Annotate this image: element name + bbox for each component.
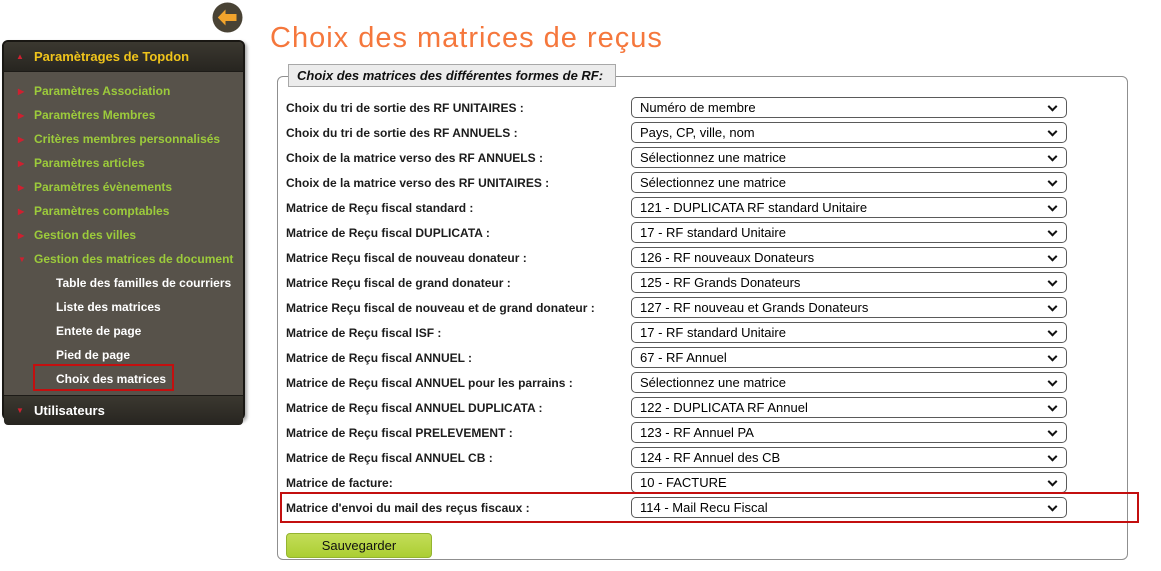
select-value: Sélectionnez une matrice — [640, 175, 786, 190]
chevron-down-icon — [1048, 401, 1058, 411]
chevron-down-icon — [1048, 201, 1058, 211]
triangle-right-icon: ▶ — [18, 206, 25, 216]
form-row — [286, 195, 1119, 220]
form-row — [286, 145, 1119, 170]
form-row — [286, 295, 1119, 320]
sidebar-item-utilisateurs[interactable] — [4, 395, 243, 425]
matrix-select[interactable] — [631, 297, 1067, 318]
form-label: Matrice de facture: — [286, 475, 393, 490]
sidebar-item-label: Gestion des matrices de document — [34, 252, 234, 266]
select-value: 17 - RF standard Unitaire — [640, 325, 786, 340]
form-row — [286, 420, 1119, 445]
sidebar-subitem-label: Table des familles de courriers — [56, 276, 232, 290]
form-row — [286, 395, 1119, 420]
form-row — [286, 170, 1119, 195]
triangle-down-icon: ▼ — [18, 254, 26, 264]
triangle-right-icon: ▶ — [18, 110, 25, 120]
form-row — [286, 220, 1119, 245]
chevron-down-icon — [1048, 376, 1058, 386]
select-value: 17 - RF standard Unitaire — [640, 225, 786, 240]
triangle-right-icon: ▶ — [18, 86, 25, 96]
chevron-up-icon: ▲ — [16, 52, 24, 61]
chevron-down-icon — [1048, 176, 1058, 186]
chevron-down-icon — [1048, 126, 1058, 136]
form-row — [286, 445, 1119, 470]
matrix-select[interactable] — [631, 347, 1067, 368]
sidebar-item-parametres-evenements[interactable] — [4, 175, 243, 199]
select-value: 67 - RF Annuel — [640, 350, 727, 365]
form-label: Matrice de Reçu fiscal ISF : — [286, 325, 442, 340]
arrow-left-icon — [212, 20, 243, 37]
form-label: Matrice de Reçu fiscal PRELEVEMENT : — [286, 425, 513, 440]
sidebar-subitem-familles-courriers[interactable] — [4, 271, 243, 295]
matrix-select[interactable] — [631, 372, 1067, 393]
page-title: Choix des matrices de reçus — [270, 22, 663, 54]
matrix-select[interactable] — [631, 247, 1067, 268]
form-row — [286, 345, 1119, 370]
matrix-select[interactable] — [631, 397, 1067, 418]
select-value: 122 - DUPLICATA RF Annuel — [640, 400, 808, 415]
sidebar-item-label: Paramètres Membres — [34, 108, 156, 122]
matrix-choice-fieldset — [277, 68, 1128, 560]
form-rows — [278, 77, 1127, 520]
form-label: Matrice de Reçu fiscal ANNUEL : — [286, 350, 473, 365]
select-value: Sélectionnez une matrice — [640, 375, 786, 390]
select-value: 125 - RF Grands Donateurs — [640, 275, 801, 290]
matrix-select[interactable] — [631, 272, 1067, 293]
form-row — [286, 470, 1119, 495]
sidebar-item-gestion-matrices[interactable] — [4, 247, 243, 271]
form-row — [286, 270, 1119, 295]
sidebar-item-parametres-association[interactable] — [4, 79, 243, 103]
sidebar-subitem-label: Choix des matrices — [56, 372, 167, 386]
select-value: 123 - RF Annuel PA — [640, 425, 754, 440]
sidebar-item-parametres-membres[interactable] — [4, 103, 243, 127]
select-value: 124 - RF Annuel des CB — [640, 450, 781, 465]
sidebar-item-gestion-villes[interactable] — [4, 223, 243, 247]
form-label: Matrice Reçu fiscal de nouveau et de grand donateur : — [286, 300, 595, 315]
matrix-select[interactable] — [631, 197, 1067, 218]
sidebar-subitem-label: Entete de page — [56, 324, 142, 338]
sidebar-item-label: Paramètres comptables — [34, 204, 170, 218]
chevron-down-icon — [1048, 451, 1058, 461]
sidebar-menu — [4, 72, 243, 395]
select-value: Numéro de membre — [640, 100, 756, 115]
matrix-select[interactable] — [631, 122, 1067, 143]
triangle-right-icon: ▶ — [18, 182, 25, 192]
form-label: Choix du tri de sortie des RF ANNUELS : — [286, 125, 518, 140]
chevron-down-icon — [1048, 101, 1058, 111]
select-value: 126 - RF nouveaux Donateurs — [640, 250, 815, 265]
sidebar-item-label: Paramètres Association — [34, 84, 171, 98]
form-label: Matrice Reçu fiscal de grand donateur : — [286, 275, 511, 290]
chevron-down-icon — [1048, 426, 1058, 436]
fieldset-legend: Choix des matrices des différentes formes de RF: — [288, 64, 616, 87]
chevron-down-icon — [1048, 226, 1058, 236]
chevron-down-icon — [1048, 326, 1058, 336]
form-row-mail-recus-fiscaux — [286, 495, 1119, 520]
chevron-down-icon — [1048, 301, 1058, 311]
sidebar-subitem-label: Pied de page — [56, 348, 131, 362]
sidebar-subitem-entete-page[interactable] — [4, 319, 243, 343]
matrix-select[interactable] — [631, 147, 1067, 168]
matrix-select[interactable] — [631, 497, 1067, 518]
sidebar-item-label: Gestion des villes — [34, 228, 137, 242]
sidebar-item-parametres-comptables[interactable] — [4, 199, 243, 223]
matrix-select[interactable] — [631, 222, 1067, 243]
form-label: Matrice de Reçu fiscal ANNUEL pour les parrains : — [286, 375, 573, 390]
matrix-select[interactable] — [631, 172, 1067, 193]
form-label: Matrice de Reçu fiscal ANNUEL DUPLICATA : — [286, 400, 543, 415]
matrix-select[interactable] — [631, 447, 1067, 468]
form-row — [286, 370, 1119, 395]
sidebar-item-label: Paramètres articles — [34, 156, 145, 170]
save-button[interactable]: Sauvegarder — [286, 533, 432, 558]
triangle-right-icon: ▶ — [18, 134, 25, 144]
select-value: 121 - DUPLICATA RF standard Unitaire — [640, 200, 868, 215]
chevron-down-icon — [1048, 351, 1058, 361]
select-value: Sélectionnez une matrice — [640, 150, 786, 165]
back-button[interactable] — [212, 2, 243, 33]
form-row — [286, 120, 1119, 145]
sidebar-subitem-label: Liste des matrices — [56, 300, 161, 314]
matrix-select[interactable] — [631, 422, 1067, 443]
form-row — [286, 95, 1119, 120]
sidebar-header-label: Paramètrages de Topdon — [34, 49, 190, 64]
form-label: Choix du tri de sortie des RF UNITAIRES : — [286, 100, 524, 115]
sidebar-subitem-choix-matrices[interactable] — [4, 367, 243, 391]
select-value: 10 - FACTURE — [640, 475, 727, 490]
chevron-down-icon — [1048, 251, 1058, 261]
select-value: 114 - Mail Recu Fiscal — [640, 500, 768, 515]
triangle-down-icon: ▼ — [16, 406, 24, 415]
chevron-down-icon — [1048, 276, 1058, 286]
form-label: Choix de la matrice verso des RF ANNUELS : — [286, 150, 543, 165]
sidebar-item-label: Critères membres personnalisés — [34, 132, 221, 146]
form-label: Matrice de Reçu fiscal standard : — [286, 200, 474, 215]
chevron-down-icon — [1048, 476, 1058, 486]
form-label: Matrice Reçu fiscal de nouveau donateur : — [286, 250, 527, 265]
form-label: Choix de la matrice verso des RF UNITAIRES : — [286, 175, 550, 190]
matrix-select[interactable] — [631, 472, 1067, 493]
form-label: Matrice de Reçu fiscal DUPLICATA : — [286, 225, 490, 240]
sidebar — [2, 40, 245, 420]
form-label: Matrice d'envoi du mail des reçus fiscaux : — [286, 500, 530, 515]
triangle-right-icon: ▶ — [18, 158, 25, 168]
sidebar-item-label: Paramètres évènements — [34, 180, 173, 194]
sidebar-subitem-pied-page[interactable] — [4, 343, 243, 367]
matrix-select[interactable] — [631, 322, 1067, 343]
sidebar-item-criteres-membres[interactable] — [4, 127, 243, 151]
sidebar-footer-label: Utilisateurs — [34, 403, 105, 418]
chevron-down-icon — [1048, 151, 1058, 161]
form-label: Matrice de Reçu fiscal ANNUEL CB : — [286, 450, 493, 465]
chevron-down-icon — [1048, 501, 1058, 511]
form-row — [286, 320, 1119, 345]
select-value: Pays, CP, ville, nom — [640, 125, 755, 140]
form-row — [286, 245, 1119, 270]
sidebar-header[interactable] — [4, 42, 243, 72]
triangle-right-icon: ▶ — [18, 230, 25, 240]
matrix-select[interactable] — [631, 97, 1067, 118]
sidebar-subitem-liste-matrices[interactable] — [4, 295, 243, 319]
sidebar-item-parametres-articles[interactable] — [4, 151, 243, 175]
select-value: 127 - RF nouveau et Grands Donateurs — [640, 300, 869, 315]
